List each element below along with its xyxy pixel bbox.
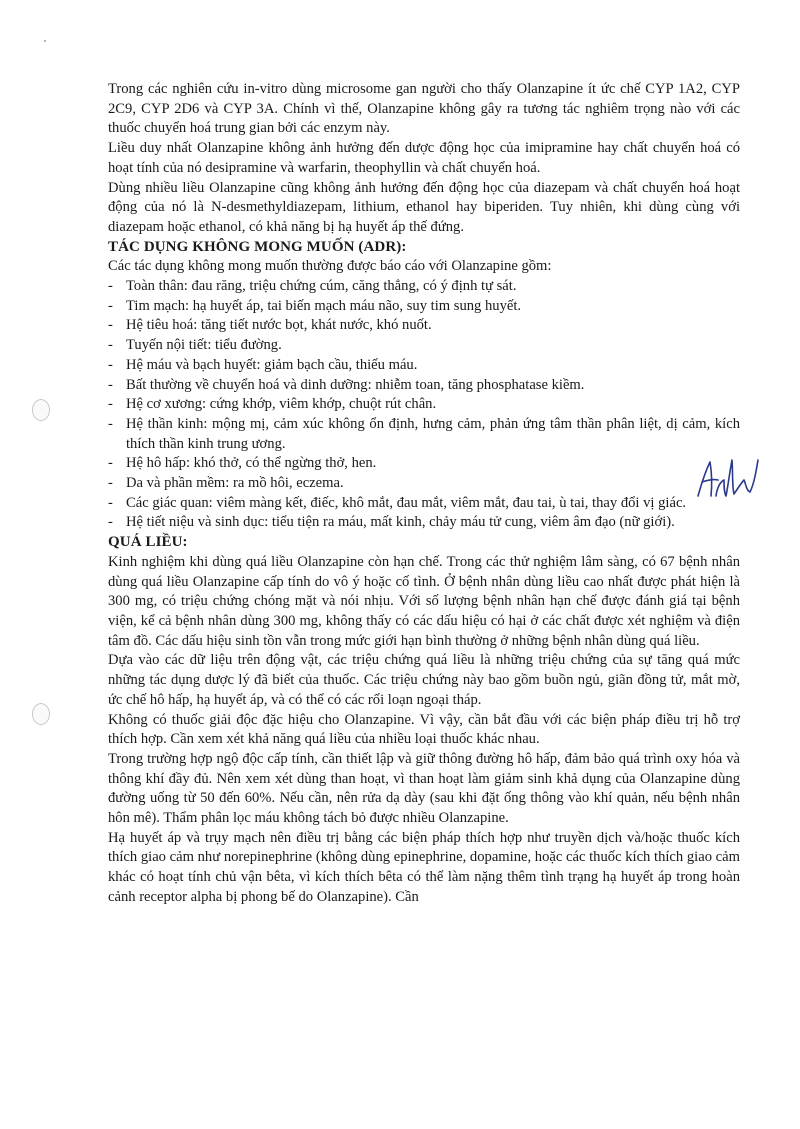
paragraph-overdose-hypotension: Hạ huyết áp và trụy mạch nên điều trị bằng các biện pháp thích hợp như truyền dịch và/hoặc thuốc kích thích giao cảm như norepinephrine (không dùng epinephrine, dopamine, hoặc các thuốc kích thích giao cảm khác có hoạt tính chủ vận bêta, vì kích thích bêta có thể làm nặng thêm tình trạng hạ huyết áp trong hoàn cảnh receptor alpha bị phong bế do Olanzapine). Cần — [108, 829, 740, 905]
paragraph-overdose-acute-management: Trong trường hợp ngộ độc cấp tính, cần thiết lập và giữ thông đường hô hấp, đảm bảo quá trình oxy hóa và thông khí đầy đủ. Nên xem xét dùng than hoạt, vì than hoạt làm giảm sinh khả dụng của Olanzapine dùng đường uống từ 50 đến 60%. Nếu cần, nên rửa dạ dày (sau khi đặt ống thông vào khí quản, nếu bệnh nhân hôn mê). Thẩm phân lọc máu không tách bỏ được nhiều Olanzapine. — [108, 750, 740, 827]
paragraph-interactions-cyp: Trong các nghiên cứu in-vitro dùng microsome gan người cho thấy Olanzapine ít ức chế CYP 1A2, CYP 2C9, CYP 2D6 và CYP 3A. Chính vì thế, Olanzapine không gây ra tương tác nghiêm trọng nào với các thuốc chuyển hoá trung gian bởi các enzym này. — [108, 81, 740, 137]
paragraph-interactions-single-dose: Liều duy nhất Olanzapine không ảnh hưởng đến dược động học của imipramine hay chất chuyển hoá có hoạt tính của nó desipramine và warfarin, theophyllin và chất chuyển hoá. — [108, 140, 740, 176]
adr-list-item: - Hệ tiêu hoá: tăng tiết nước bọt, khát nước, khó nuốt. — [108, 316, 740, 336]
adr-list-item: - Hệ máu và bạch huyết: giảm bạch cầu, thiếu máu. — [108, 356, 740, 376]
section-heading-adr: TÁC DỤNG KHÔNG MONG MUỐN (ADR): — [108, 238, 407, 255]
document-body — [108, 80, 740, 908]
paragraph-overdose-symptoms: Dựa vào các dữ liệu trên động vật, các triệu chứng quá liều là những triệu chứng của sự tăng quá mức những tác dụng dược lý đã biết của thuốc. Các triệu chứng này bao gồm buồn ngủ, giãn đồng tử, mắt mờ, ức chế hô hấp, hạ huyết áp, và có thể có các rối loạn ngoại tháp. — [108, 652, 740, 708]
adr-intro: Các tác dụng không mong muốn thường được báo cáo với Olanzapine gồm: — [108, 258, 552, 275]
adr-list-item: - Các giác quan: viêm màng kết, điếc, khô mắt, đau mắt, viêm mắt, đau tai, ù tai, thay đổi vị giác. — [108, 494, 740, 514]
adr-list-item: - Tim mạch: hạ huyết áp, tai biến mạch máu não, suy tim sung huyết. — [108, 297, 740, 317]
binder-hole — [32, 703, 50, 725]
adr-list-item: - Da và phần mềm: ra mồ hôi, eczema. — [108, 474, 740, 494]
adr-list-item: - Hệ thần kinh: mộng mị, cảm xúc không ổn định, hưng cảm, phản ứng tâm thần phân liệt, dị cảm, kích thích thần kinh trung ương. — [108, 415, 740, 454]
adr-list — [108, 277, 740, 533]
paragraph-interactions-multiple-dose: Dùng nhiều liều Olanzapine cũng không ảnh hưởng đến động học của diazepam và chất chuyển hoá hoạt động của nó là N-desmethyldiazepam, lithium, ethanol hay biperiden. Tuy nhiên, khi dùng cùng với diazepam hoặc ethanol, có khả năng bị hạ huyết áp thế đứng. — [108, 179, 740, 235]
binder-hole — [32, 399, 50, 421]
paragraph-overdose-antidote: Không có thuốc giải độc đặc hiệu cho Olanzapine. Vì vậy, cần bắt đầu với các biện pháp điều trị hỗ trợ thích hợp. Cần xem xét khả năng quá liều của nhiều loại thuốc khác nhau. — [108, 711, 740, 748]
paragraph-overdose-experience: Kinh nghiệm khi dùng quá liều Olanzapine còn hạn chế. Trong các thử nghiệm lâm sàng, có 67 bệnh nhân dùng quá liều Olanzapine cấp tính do vô ý hoặc cố tình. Ở bệnh nhân dùng liều cao nhất được phát hiện là 300 mg, có triệu chứng chóng mặt và nói nhịu. Với số lượng bệnh nhân hạn chế được đánh giá tại bệnh viện, kể cả bệnh nhân dùng 300 mg, không thấy có các dấu hiệu có hại ở các chất được xét nghiệm và điện tâm đồ. Các dấu hiệu sinh tồn vẫn trong mức giới hạn bình thường ở những bệnh nhân dùng quá liều. — [108, 553, 740, 649]
adr-list-item: - Hệ tiết niệu và sinh dục: tiểu tiện ra máu, mất kinh, chảy máu tử cung, viêm âm đạo (nữ giới). — [108, 513, 740, 533]
adr-list-item: - Tuyến nội tiết: tiểu đường. — [108, 336, 740, 356]
adr-list-item: - Toàn thân: đau răng, triệu chứng cúm, căng thẳng, có ý định tự sát. — [108, 277, 740, 297]
scan-speck — [44, 40, 46, 42]
adr-list-item: - Hệ hô hấp: khó thở, có thể ngừng thở, hen. — [108, 454, 740, 474]
adr-list-item: - Hệ cơ xương: cứng khớp, viêm khớp, chuột rút chân. — [108, 395, 740, 415]
adr-list-item: - Bất thường về chuyển hoá và dinh dưỡng: nhiễm toan, tăng phosphatase kiềm. — [108, 376, 740, 396]
section-heading-overdose: QUÁ LIỀU: — [108, 534, 188, 551]
